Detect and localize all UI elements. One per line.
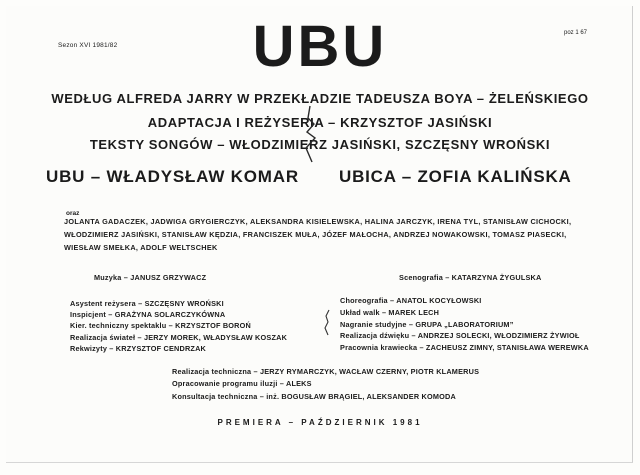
pen-mark (298, 104, 328, 164)
page-title: UBU (252, 14, 388, 79)
season-label: Sezon XVI 1981/82 (58, 42, 118, 49)
technical-item: Opracowanie programu iluzji – ALEKS (172, 379, 312, 389)
cast-intro: oraz (66, 210, 80, 217)
cast-line: WŁODZIMIERZ JASIŃSKI, STANISŁAW KĘDZIA, FRANCISZEK MUŁA, JÓZEF MAŁOCHA, ANDRZEJ NOWAKOWSKI, TOMASZ PIASECKI, (64, 230, 567, 239)
cast-line: WIESŁAW SMEŁKA, ADOLF WELTSCHEK (64, 243, 218, 252)
technical-item: Konsultacja techniczna – inż. BOGUSŁAW BRĄGIEL, ALEKSANDER KOMODA (172, 391, 456, 401)
crew-item: Inspicjent – GRAŻYNA SOLARCZYKÓWNA (70, 310, 226, 320)
technical-item: Realizacja techniczna – JERZY RYMARCZYK, WACŁAW CZERNY, PIOTR KLAMERUS (172, 367, 480, 376)
ubu-credit: UBU – WŁADYSŁAW KOMAR (46, 167, 299, 186)
crew-item: Realizacja dźwięku – ANDRZEJ SOLECKI, WŁODZIMIERZ ŻYWIOŁ (340, 331, 580, 341)
crew-item: Rekwizyty – KRZYSZTOF CENDRZAK (70, 343, 207, 353)
crew-item: Kier. techniczny spektaklu – KRZYSZTOF BOROŃ (70, 321, 251, 331)
crew-item: Realizacja świateł – JERZY MOREK, WŁADYSŁAW KOSZAK (70, 332, 288, 342)
scenography-credit: Scenografia – KATARZYNA ŻYGULSKA (399, 273, 542, 282)
crew-item: Układ walk – MAREK LECH (340, 307, 440, 317)
premiere-date: PREMIERA – PAŹDZIERNIK 1981 (217, 418, 423, 427)
music-credit: Muzyka – JANUSZ GRZYWACZ (94, 273, 207, 282)
crew-item: Pracownia krawiecka – ZACHEUSZ ZIMNY, STANISŁAWA WEREWKA (340, 343, 589, 353)
bracket-mark (322, 308, 332, 338)
technical-list (172, 366, 479, 403)
ubica-credit: UBICA – ZOFIA KALIŃSKA (339, 167, 572, 186)
direction-credit: ADAPTACJA I REŻYSERIA – KRZYSZTOF JASIŃSKI (147, 115, 493, 130)
crew-left-list (70, 298, 287, 354)
translation-credit: WEDŁUG ALFREDA JARRY W PRZEKŁADZIE TADEUSZA BOYA – ŻELEŃSKIEGO (51, 91, 589, 106)
songs-credit: TEKSTY SONGÓW – WŁODZIMIERZ JASIŃSKI, SZCZĘSNY WROŃSKI (89, 137, 551, 152)
position-label: poz 1 67 (564, 30, 588, 36)
crew-item: Asystent reżysera – SZCZĘSNY WROŃSKI (70, 299, 224, 308)
crew-item: Nagranie studyjne – GRUPA „LABORATORIUM” (340, 319, 514, 329)
cast-line: JOLANTA GADACZEK, JADWIGA GRYGIERCZYK, ALEKSANDRA KISIELEWSKA, HALINA JARCZYK, IRENA TYL, STANISŁAW CICHOCKI, (64, 217, 572, 226)
crew-right-list (340, 295, 589, 354)
crew-item: Choreografia – ANATOL KOCYŁOWSKI (340, 296, 482, 305)
